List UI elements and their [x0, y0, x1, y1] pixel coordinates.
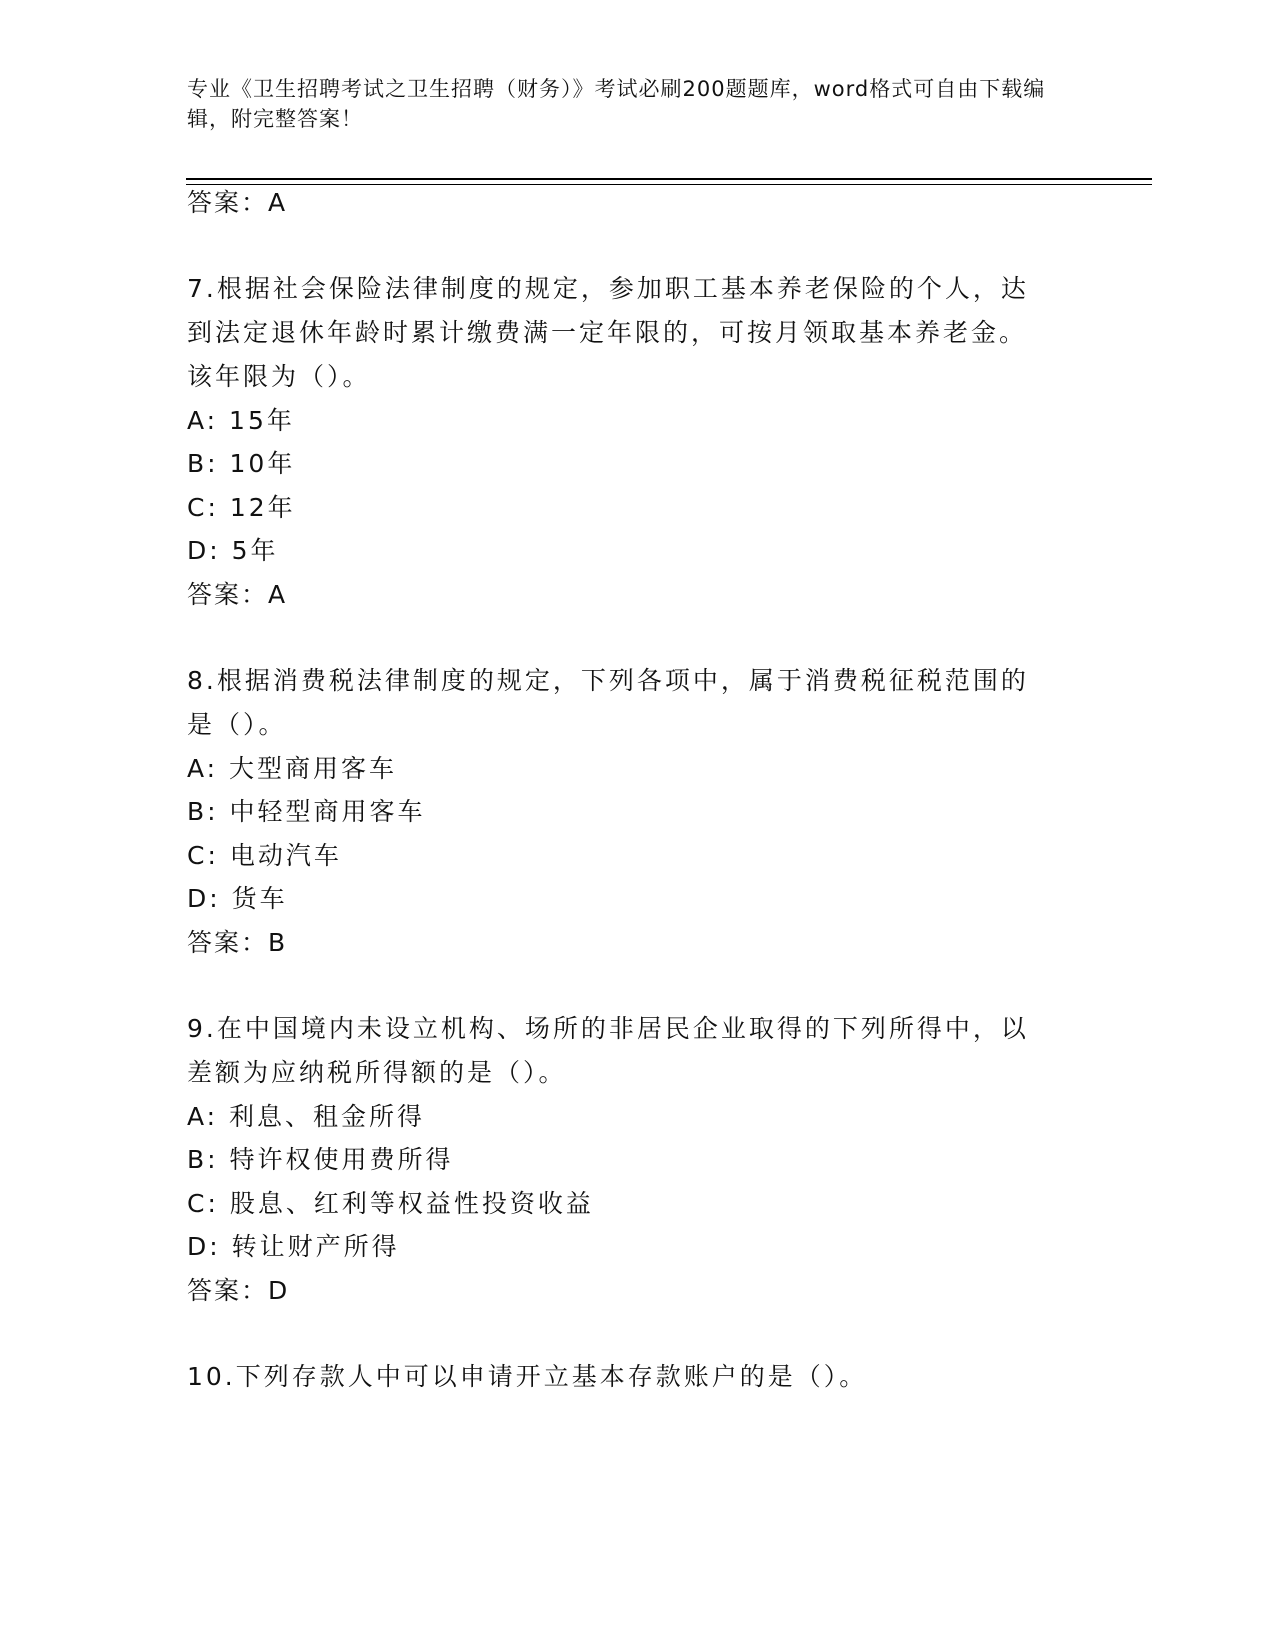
- q7-answer: 答案：A: [187, 580, 288, 609]
- q8-option-a: A: 大型商用客车: [187, 754, 398, 783]
- prev-answer: 答案：A: [187, 188, 288, 217]
- q7-option-d: D: 5年: [187, 536, 279, 565]
- q7-option-b: B: 10年: [187, 449, 296, 478]
- q7-stem-line: 7.根据社会保险法律制度的规定，参加职工基本养老保险的个人，达: [187, 274, 1029, 303]
- q8-stem-line: 是（）。: [187, 710, 287, 739]
- q9-answer: 答案：D: [187, 1276, 290, 1305]
- q9-option-a: A: 利息、租金所得: [187, 1102, 426, 1131]
- q9-option-c: C: 股息、红利等权益性投资收益: [187, 1189, 594, 1218]
- q8-option-c: C: 电动汽车: [187, 841, 342, 870]
- document-header: 专业《卫生招聘考试之卫生招聘（财务）》考试必刷200题题库，word格式可自由下载编辑，附完整答案！: [187, 77, 1046, 131]
- q9-option-b: B: 特许权使用费所得: [187, 1145, 454, 1174]
- q7-stem-line: 到法定退休年龄时累计缴费满一定年限的，可按月领取基本养老金。: [187, 318, 1028, 347]
- q9-stem-line: 9.在中国境内未设立机构、场所的非居民企业取得的下列所得中，以: [187, 1014, 1029, 1043]
- q9-stem-line: 差额为应纳税所得额的是（）。: [187, 1058, 567, 1087]
- q8-stem-line: 8.根据消费税法律制度的规定，下列各项中，属于消费税征税范围的: [187, 666, 1029, 695]
- header-rule: [186, 178, 1152, 180]
- q8-option-d: D: 货车: [187, 884, 288, 913]
- q7-option-c: C: 12年: [187, 493, 296, 522]
- q10-stem-line: 10.下列存款人中可以申请开立基本存款账户的是（）。: [187, 1362, 868, 1391]
- q8-answer: 答案：B: [187, 928, 288, 957]
- q8-option-b: B: 中轻型商用客车: [187, 797, 426, 826]
- q7-stem-line: 该年限为（）。: [187, 362, 371, 391]
- q7-option-a: A: 15年: [187, 406, 295, 435]
- header-rule-thin: [186, 184, 1152, 185]
- q9-option-d: D: 转让财产所得: [187, 1232, 400, 1261]
